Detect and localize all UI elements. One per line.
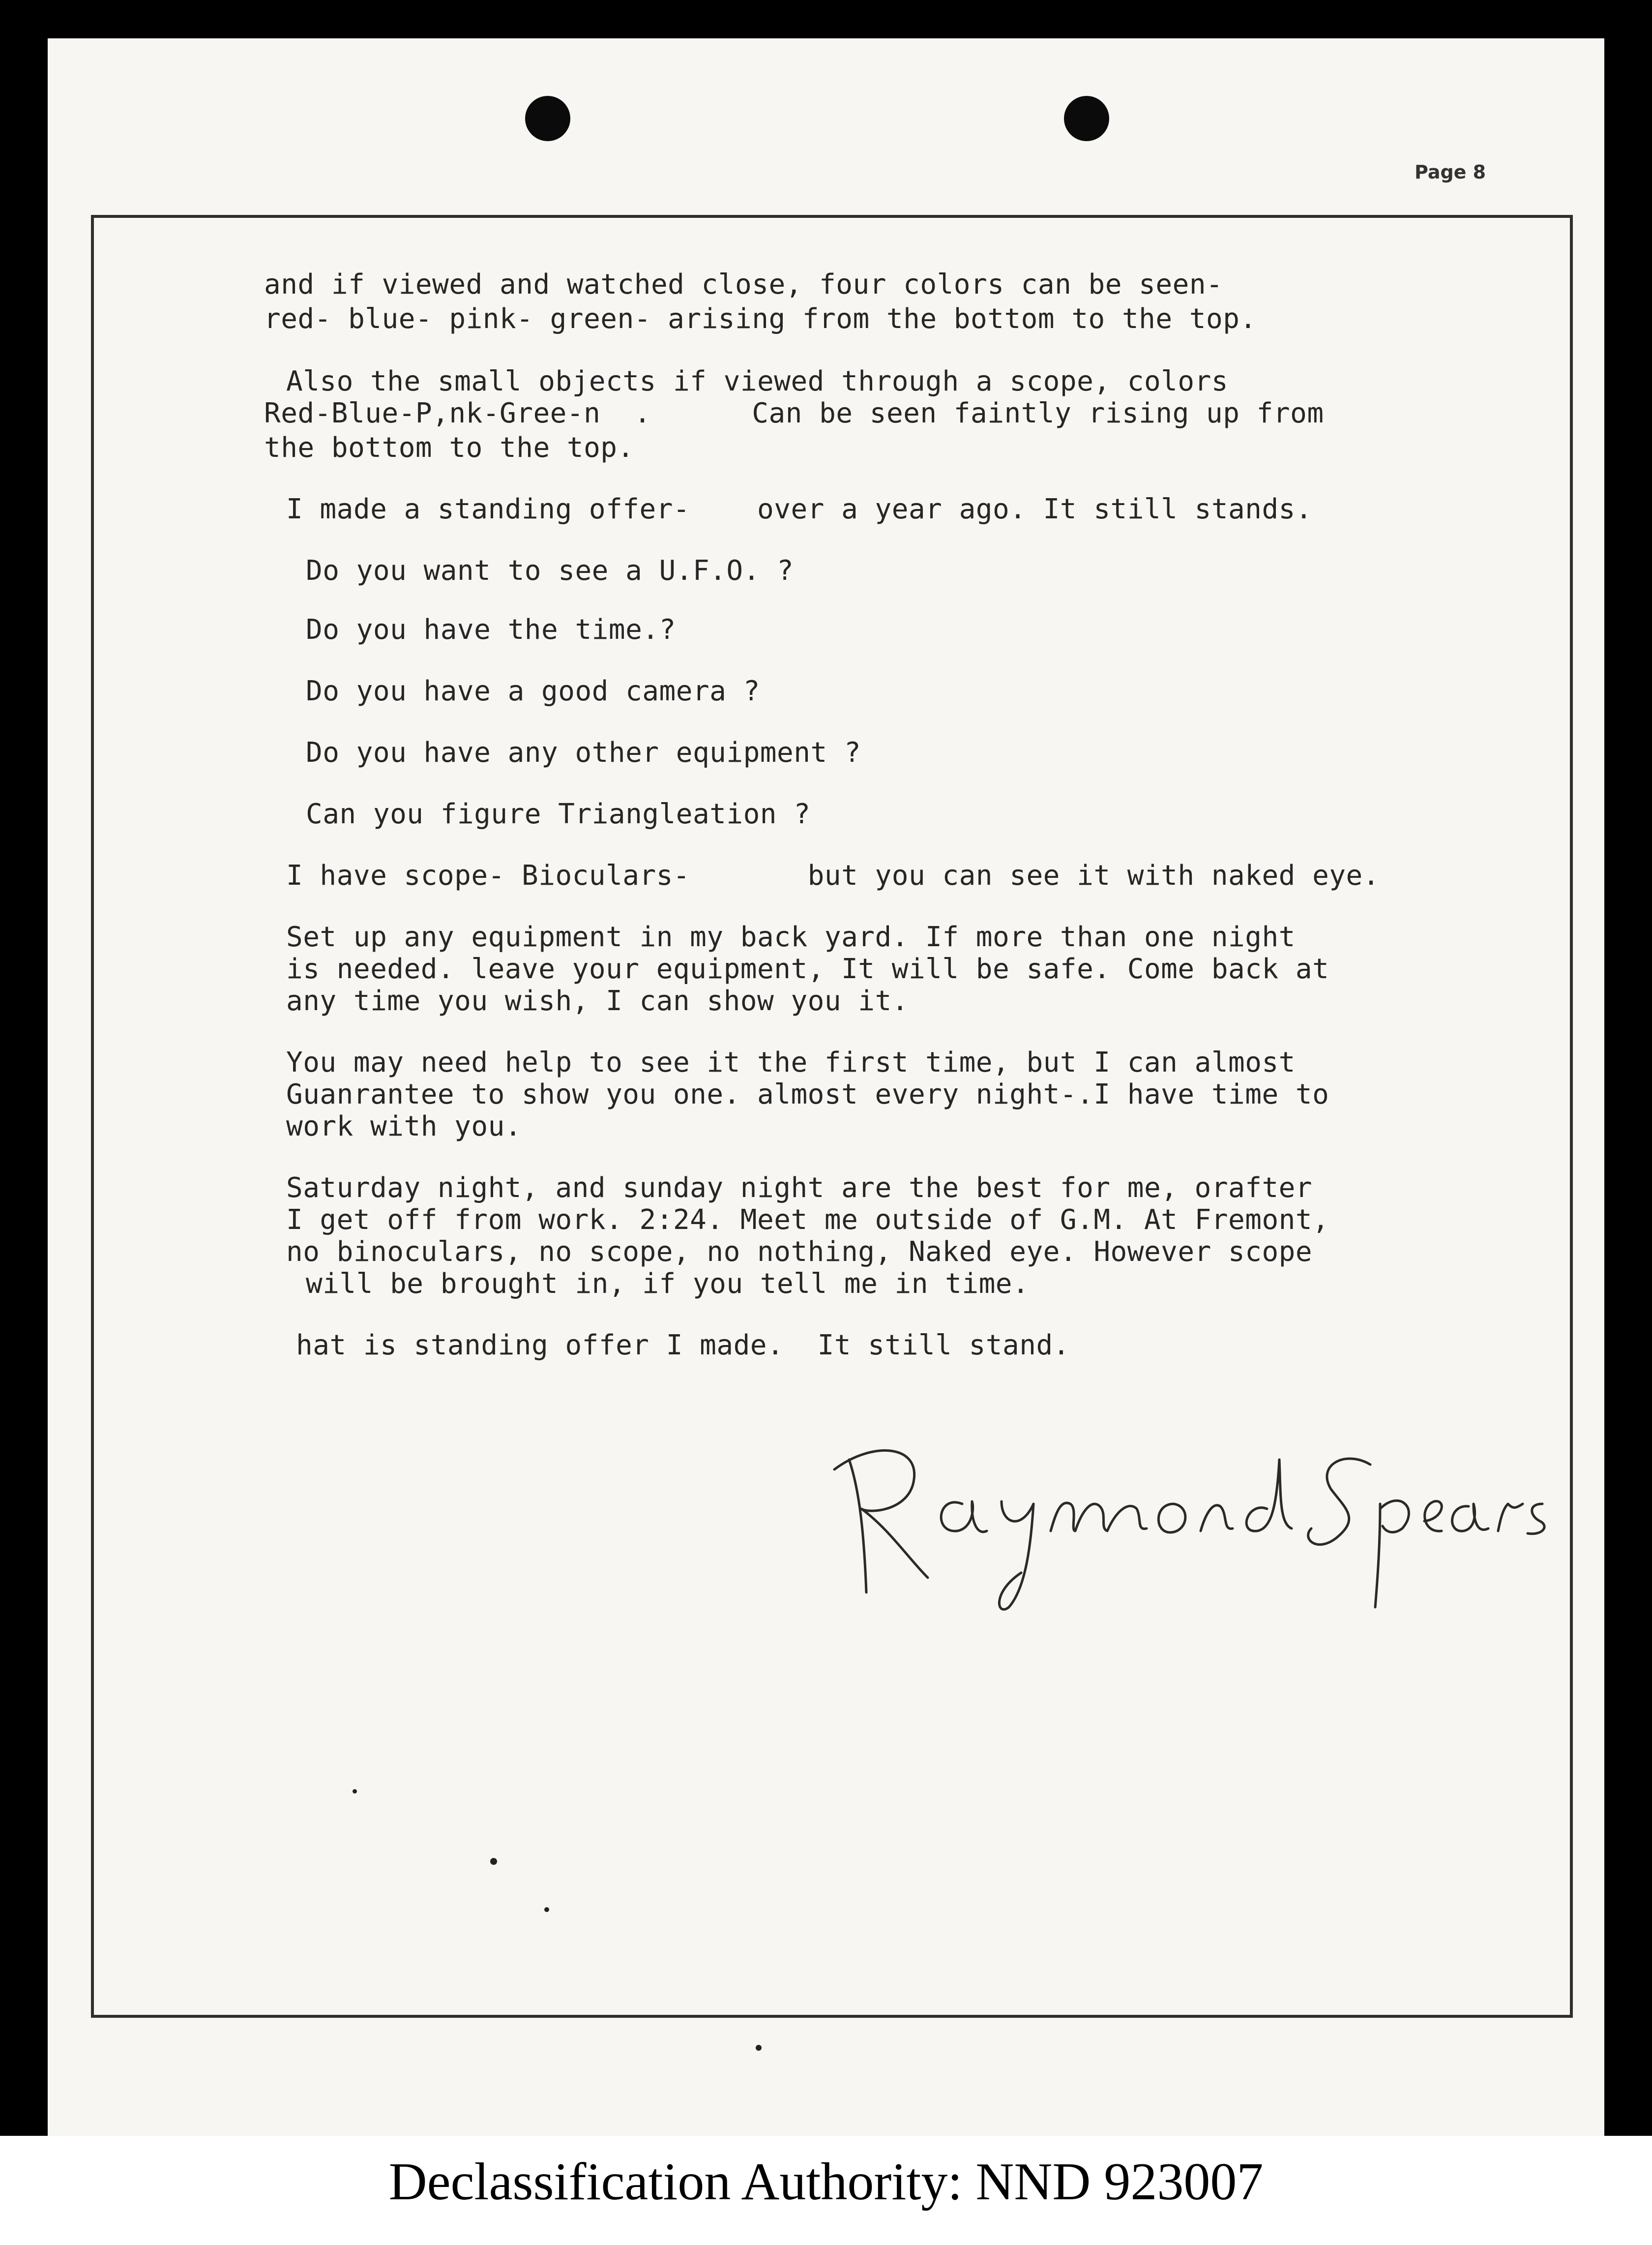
body-line: is needed. leave your equipment, It will be safe. Come back at	[286, 953, 1329, 985]
punch-hole-right	[1064, 96, 1109, 141]
body-line: hat is standing offer I made. It still stand.	[296, 1329, 1070, 1361]
body-line: Also the small objects if viewed through a scope, colors	[286, 365, 1229, 397]
body-line: work with you.	[286, 1110, 522, 1142]
body-line: and if viewed and watched close, four colors can be seen-	[264, 269, 1223, 300]
body-line: I have scope- Bioculars- but you can see it with naked eye.	[286, 860, 1380, 892]
punch-hole-left	[525, 96, 570, 141]
body-line: no binoculars, no scope, no nothing, Naked eye. However scope	[286, 1236, 1313, 1268]
body-line: You may need help to see it the first time, but I can almost	[286, 1047, 1296, 1078]
question-line: Do you have the time.?	[306, 614, 676, 646]
ink-speck	[353, 1789, 357, 1794]
body-line: Saturday night, and sunday night are the best for me, orafter	[286, 1172, 1313, 1204]
ink-speck	[756, 2045, 762, 2051]
declassification-footer: Declassification Authority: NND 923007	[388, 2153, 1264, 2211]
question-line: Do you have any other equipment ?	[306, 737, 861, 769]
page-number: Page 8	[1415, 161, 1486, 183]
body-line: red- blue- pink- green- arising from the bottom to the top.	[264, 303, 1257, 335]
body-line: Guanrantee to show you one. almost every night-.I have time to	[286, 1078, 1329, 1110]
body-line: I get off from work. 2:24. Meet me outside of G.M. At Fremont,	[286, 1204, 1329, 1236]
body-line: Can you figure Triangleation ?	[306, 798, 811, 830]
ink-speck	[490, 1858, 497, 1865]
body-line: Set up any equipment in my back yard. If more than one night	[286, 921, 1296, 953]
handwritten-signature	[815, 1430, 1562, 1622]
document-page	[48, 38, 1604, 2136]
body-line: will be brought in, if you tell me in time.	[306, 1268, 1030, 1300]
body-line: Red-Blue-P,nk-Gree-n . Can be seen faintly rising up from	[264, 397, 1324, 429]
body-line: I made a standing offer- over a year ago. It still stands.	[286, 493, 1313, 525]
body-line: the bottom to the top.	[264, 432, 634, 464]
body-line: any time you wish, I can show you it.	[286, 985, 909, 1017]
question-line: Do you want to see a U.F.O. ?	[306, 555, 794, 587]
ink-speck	[544, 1907, 549, 1912]
question-line: Do you have a good camera ?	[306, 675, 760, 707]
